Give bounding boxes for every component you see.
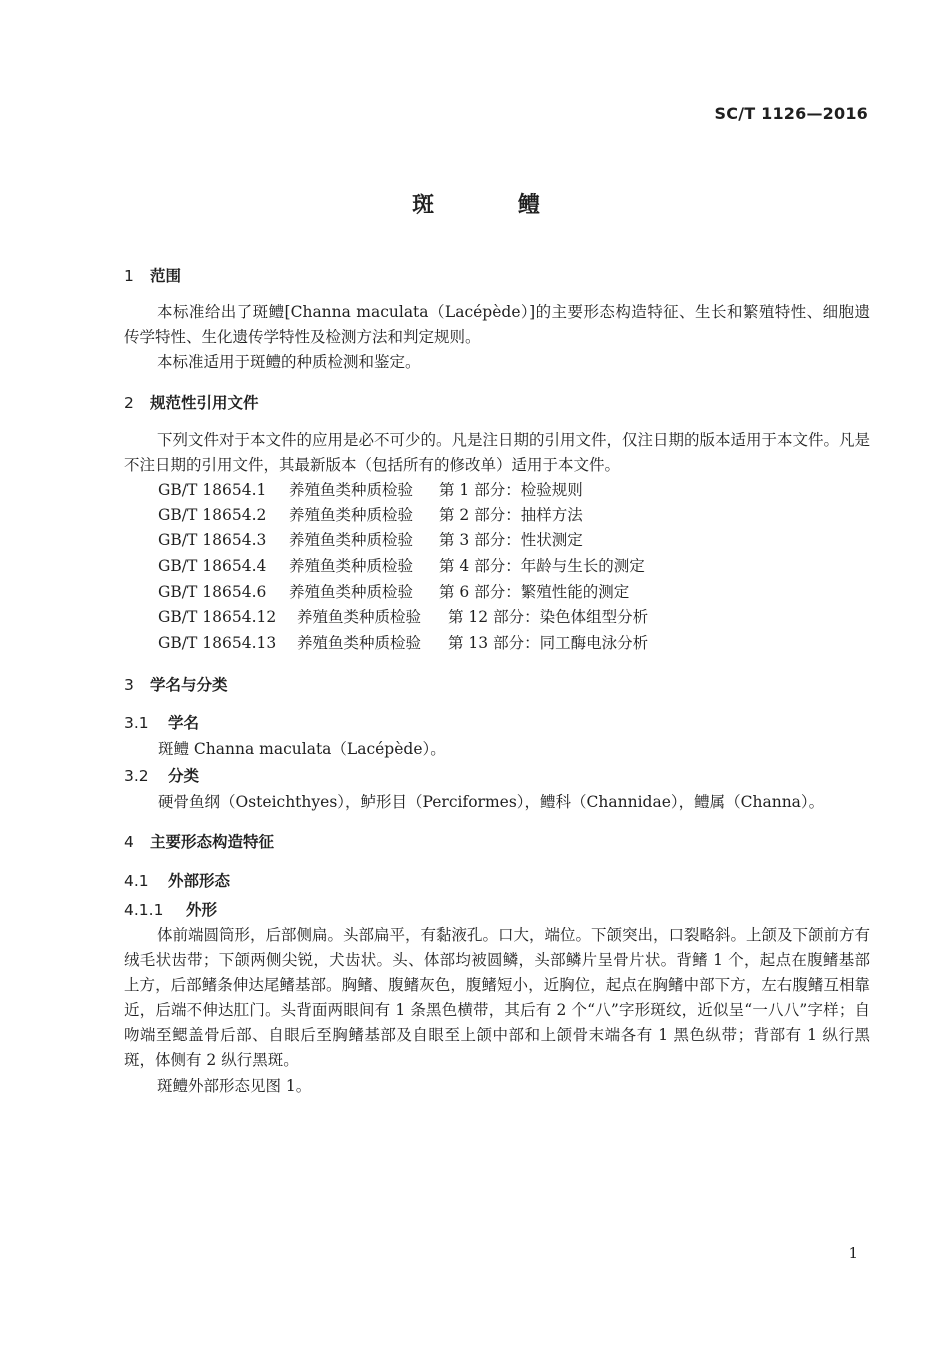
reference-title: 养殖鱼类种质检验 [289,506,414,524]
reference-code: GB/T 18654.12 [158,608,277,626]
section-1-paragraph-1: 本标准给出了斑鳢[Channa maculata（Lacépède）]的主要形态构造特征、生长和繁殖特性、细胞遗传学特性、生化遗传学特性及检测方法和判定规则。 [124,303,870,346]
section-number: 2 [124,394,134,412]
reference-part: 第 6 部分：繁殖性能的测定 [439,583,630,601]
subsection-4-1-1-heading [124,898,217,920]
subsection-title: 分类 [168,767,200,785]
reference-title: 养殖鱼类种质检验 [289,583,414,601]
standard-number: SC/T 1126—2016 [714,104,868,123]
reference-code: GB/T 18654.1 [158,481,267,499]
reference-item [158,580,629,602]
section-number: 4 [124,833,134,851]
section-1-heading [124,264,181,286]
reference-title: 养殖鱼类种质检验 [297,634,422,652]
subsection-number: 4.1.1 [124,901,164,919]
section-title: 主要形态构造特征 [150,833,275,851]
subsection-4-1-heading [124,869,230,891]
subsection-number: 3.2 [124,767,149,785]
classification-text: 硬骨鱼纲（Osteichthyes），鲈形目（Perciformes），鳢科（Channidae），鳢属（Channa）。 [158,793,825,811]
reference-code: GB/T 18654.2 [158,506,267,524]
figure-reference-paragraph: 斑鳢外部形态见图 1。 [157,1077,312,1095]
section-3-heading [124,673,228,695]
reference-title: 养殖鱼类种质检验 [289,481,414,499]
subsection-number: 3.1 [124,714,149,732]
section-2-paragraph-1: 下列文件对于本文件的应用是必不可少的。凡是注日期的引用文件，仅注日期的版本适用于本文件。凡是不注日期的引用文件，其最新版本（包括所有的修改单）适用于本文件。 [124,431,871,474]
section-title: 规范性引用文件 [150,394,259,412]
reference-part: 第 4 部分：年龄与生长的测定 [439,557,645,575]
section-4-heading [124,830,274,852]
section-number: 3 [124,676,134,694]
subsection-number: 4.1 [124,872,149,890]
reference-part: 第 1 部分：检验规则 [439,481,583,499]
external-shape-paragraph: 体前端圆筒形，后部侧扁。头部扁平，有黏液孔。口大，端位。下颌突出，口裂略斜。上颌及下颌前方有绒毛状齿带；下颌两侧尖锐，犬齿状。头、体部均被圆鳞，头部鳞片呈骨片状。背鳍 1 个，起点在腹鳍基部上方，后部鳍条伸达尾鳍基部。胸鳍、腹鳍灰色，腹鳍短小，近胸位，起点在胸鳍中部下方，左右腹鳍互相靠近，后端不伸达肛门。头背面两眼间有 1 条黑色横带，其后有 2 个“八”字形斑纹，近似呈“一八八”字样；自吻端至鳃盖骨后部、自眼后至胸鳍基部及自眼至上颌中部和上颌骨末端各有 1 黑色纵带；背部有 1 纵行黑斑，体侧有 2 纵行黑斑。 [124,926,871,1069]
reference-title: 养殖鱼类种质检验 [297,608,422,626]
reference-item [158,605,648,627]
reference-code: GB/T 18654.6 [158,583,267,601]
section-title: 学名与分类 [150,676,228,694]
subsection-3-2-heading [124,764,199,786]
reference-item [158,631,648,653]
reference-code: GB/T 18654.3 [158,531,267,549]
reference-item [158,478,583,500]
reference-code: GB/T 18654.4 [158,557,267,575]
reference-part: 第 2 部分：抽样方法 [439,506,583,524]
subsection-3-1-heading [124,711,199,733]
reference-code: GB/T 18654.13 [158,634,277,652]
reference-part: 第 13 部分：同工酶电泳分析 [448,634,649,652]
reference-title: 养殖鱼类种质检验 [289,557,414,575]
reference-item [158,528,583,550]
section-1-paragraph-2: 本标准适用于斑鳢的种质检测和鉴定。 [157,353,421,371]
subsection-title: 外形 [186,901,218,919]
reference-item [158,503,583,525]
document-title: 斑 鳢 [412,193,578,218]
section-2-heading [124,391,259,413]
scientific-name-text: 斑鳢 Channa maculata（Lacépède）。 [158,740,446,758]
subsection-title: 外部形态 [168,872,231,890]
subsection-title: 学名 [168,714,200,732]
section-number: 1 [124,267,134,285]
reference-title: 养殖鱼类种质检验 [289,531,414,549]
page-number: 1 [848,1244,858,1262]
reference-part: 第 12 部分：染色体组型分析 [448,608,649,626]
reference-part: 第 3 部分：性状测定 [439,531,583,549]
section-title: 范围 [150,267,182,285]
reference-item [158,554,645,576]
